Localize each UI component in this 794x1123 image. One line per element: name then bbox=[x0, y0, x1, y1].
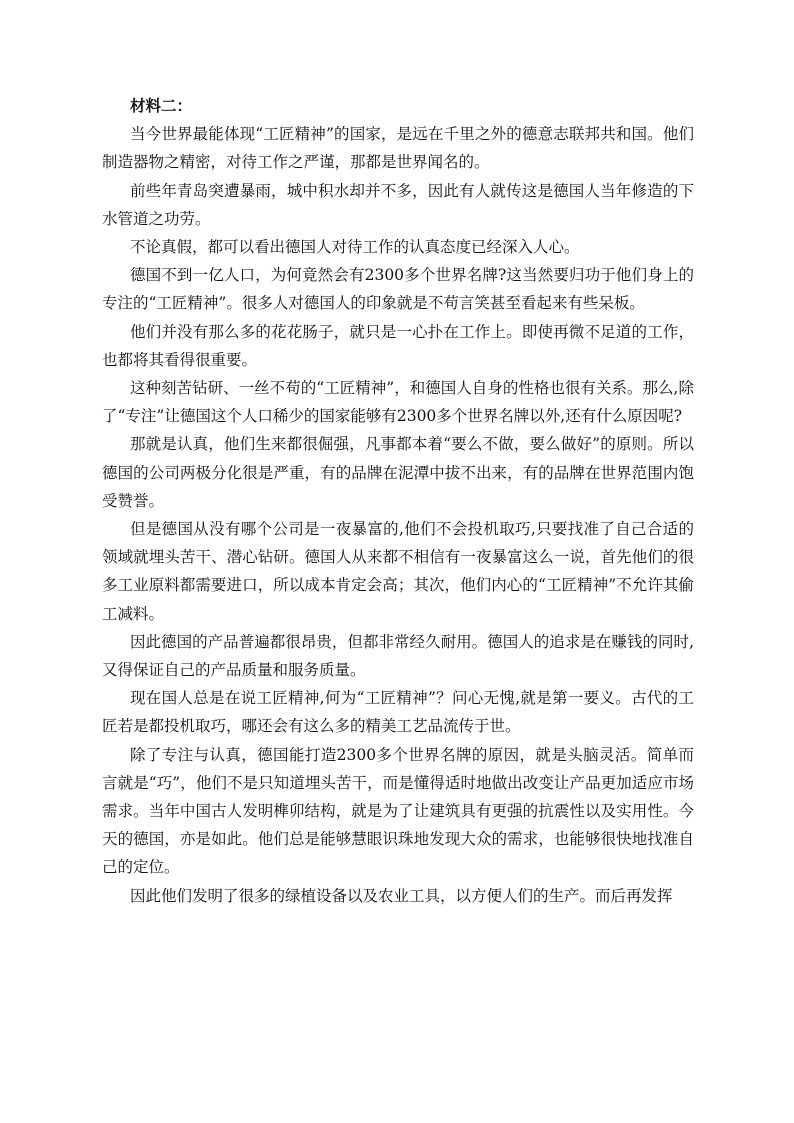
paragraph: 德国不到一亿人口，为何竟然会有2300多个世界名牌?这当然要归功于他们身上的专注的“工匠精神”。很多人对德国人的印象就是不苟言笑甚至看起来有些呆板。 bbox=[102, 266, 694, 313]
paragraph: 那就是认真，他们生来都很倔强，凡事都本着“要么不做，要么做好”的原则。所以德国的公司两极分化很是严重，有的品牌在泥潭中拔不出来，有的品牌在世界范围内饱受赞誉。 bbox=[102, 435, 694, 510]
section-heading: 材料二： bbox=[130, 96, 193, 115]
paragraph: 但是德国从没有哪个公司是一夜暴富的,他们不会投机取巧,只要找准了自己合适的领域就埋头苦干、潜心钻研。德国人从来都不相信有一夜暴富这么一说，首先他们的很多工业原料都需要进口，所以成本肯定会高；其次，他们内心的“工匠精神”不允许其偷工减料。 bbox=[102, 520, 694, 623]
paragraph: 他们并没有那么多的花花肠子，就只是一心扑在工作上。即使再微不足道的工作，也都将其看得很重要。 bbox=[102, 322, 694, 369]
document-body bbox=[102, 92, 694, 910]
paragraph: 这种刻苦钻研、一丝不苟的“工匠精神”，和德国人自身的性格也很有关系。那么,除了“专注”让德国这个人口稀少的国家能够有2300多个世界名牌以外,还有什么原因呢? bbox=[102, 379, 694, 426]
paragraph: 除了专注与认真，德国能打造2300多个世界名牌的原因，就是头脑灵活。简单而言就是“巧”，他们不是只知道埋头苦干，而是懂得适时地做出改变让产品更加适应市场需求。当年中国古人发明榫卯结构，就是为了让建筑具有更强的抗震性以及实用性。今天的德国，亦是如此。他们总是能够慧眼识珠地发现大众的需求，也能够很快地找准自己的定位。 bbox=[102, 745, 694, 877]
paragraph: 因此德国的产品普遍都很昂贵，但都非常经久耐用。德国人的追求是在赚钱的同时,又得保证自己的产品质量和服务质量。 bbox=[102, 632, 694, 680]
paragraph: 因此他们发明了很多的绿植设备以及农业工具，以方便人们的生产。而后再发挥 bbox=[130, 886, 673, 905]
paragraph: 前些年青岛突遭暴雨，城中积水却并不多，因此有人就传这是德国人当年修造的下水管道之功劳。 bbox=[102, 181, 694, 228]
paragraph: 当今世界最能体现“工匠精神”的国家，是远在千里之外的德意志联邦共和国。他们制造器物之精密，对待工作之严谨，那都是世界闻名的。 bbox=[102, 125, 694, 172]
paragraph: 现在国人总是在说工匠精神,何为“工匠精神”？问心无愧,就是第一要义。古代的工匠若是都投机取巧，哪还会有这么多的精美工艺品流传于世。 bbox=[102, 689, 694, 736]
paragraph: 不论真假，都可以看出德国人对待工作的认真态度已经深入人心。 bbox=[130, 238, 580, 257]
